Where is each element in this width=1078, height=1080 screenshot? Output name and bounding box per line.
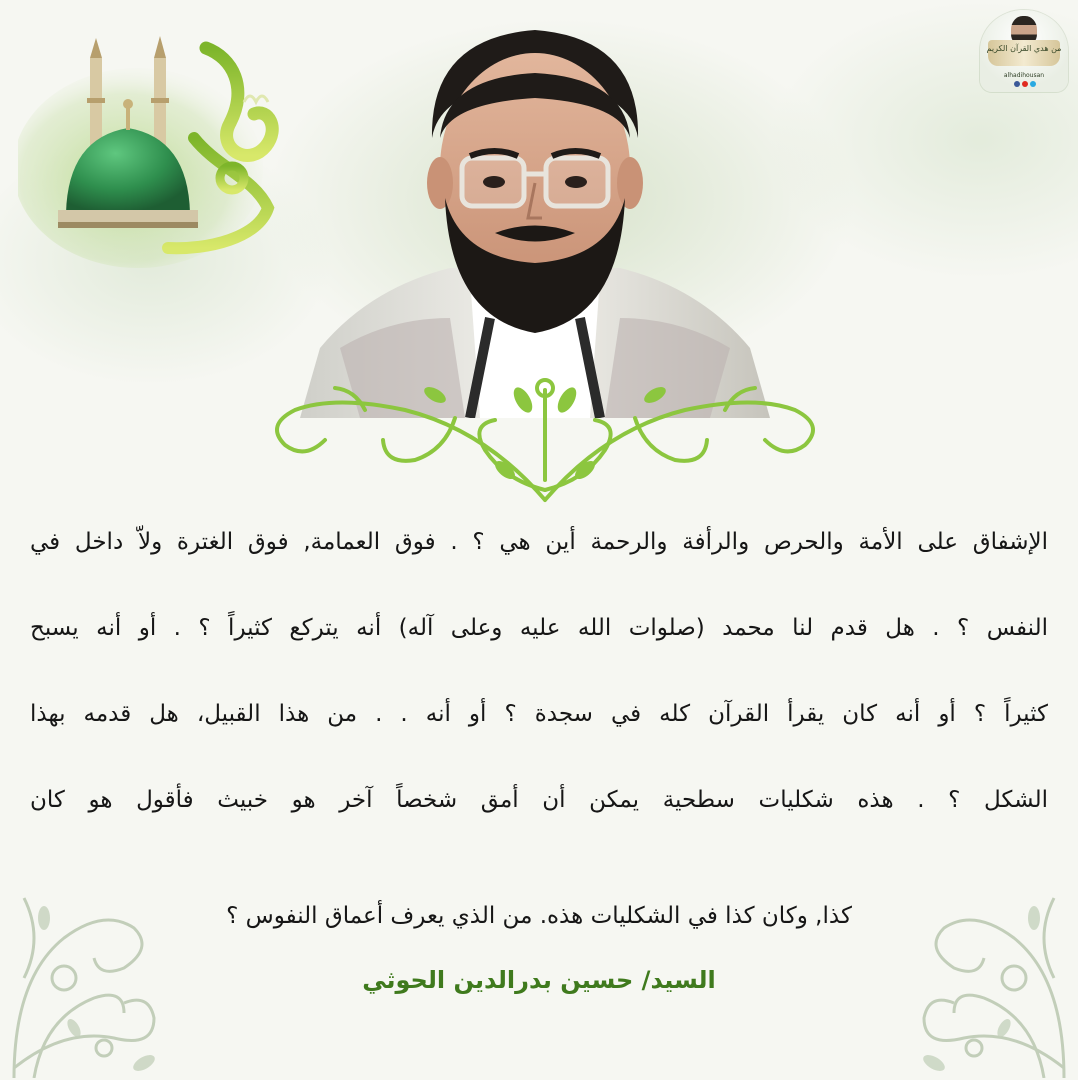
vine-ornament-icon — [255, 370, 835, 510]
telegram-icon — [1030, 81, 1036, 87]
vine-ornament — [255, 370, 835, 510]
quote-line: الشكل ؟ . هذه شكليات سطحية يمكن أن أمق شخصاً آخر هو خبيث فأقول هو كان — [30, 787, 1048, 813]
quote-line: كثيراً ؟ أو أنه كان يقرأ القرآن كله في سجدة ؟ أو أنه . . من هذا القبيل، هل قدمه بهذا — [30, 701, 1048, 727]
youtube-icon — [1022, 81, 1028, 87]
social-icons — [1010, 81, 1040, 88]
channel-logo — [980, 10, 1068, 92]
quote-text — [30, 512, 1048, 942]
prophet-mosque-dome-icon — [18, 18, 288, 268]
author-signature: السيد/ حسين بدرالدين الحوثي — [362, 966, 716, 994]
channel-logo-handle: alhadihousan — [1003, 72, 1045, 79]
quote-line: كذا, وكان كذا في الشكليات هذه. من الذي يعرف أعماق النفوس ؟ — [226, 903, 852, 929]
portrait-photo — [300, 18, 770, 418]
quote-line: الإشفاق على الأمة والحرص والرأفة والرحمة أين هي ؟ . فوق العمامة, فوق الغترة ولاّ داخل في — [30, 529, 1048, 555]
facebook-icon — [1014, 81, 1020, 87]
quote-line: النفس ؟ . هل قدم لنا محمد (صلوات الله عليه وعلى آله) أنه يتركع كثيراً ؟ . أو أنه يسبح — [30, 615, 1048, 641]
muhammad-emblem — [18, 18, 288, 268]
channel-logo-title: من هدي القرآن الكريم — [986, 44, 1062, 53]
